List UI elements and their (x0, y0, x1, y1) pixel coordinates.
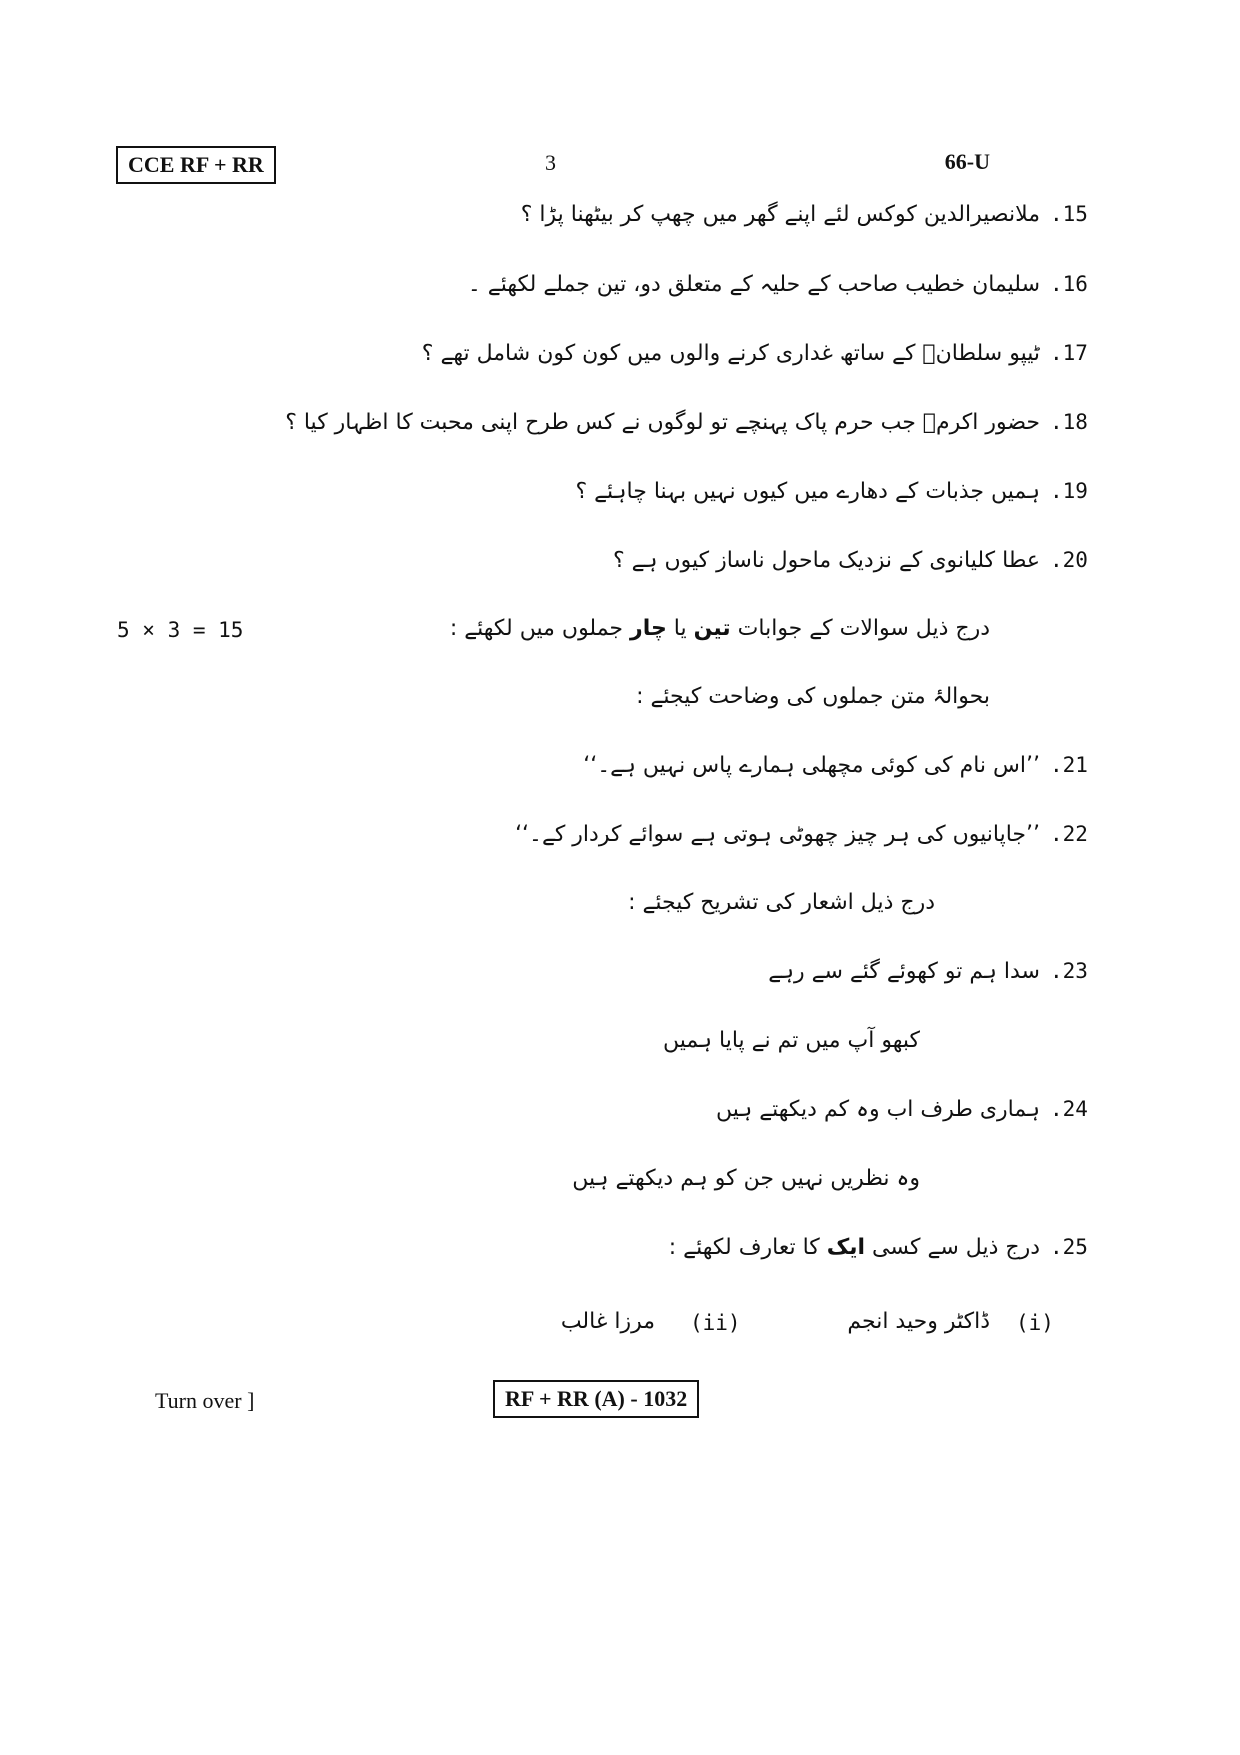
footer-code: RF + RR (A) - 1032 (505, 1386, 688, 1411)
verse-instruction: درج ذیل اشعار کی تشریح کیجئے : (628, 890, 935, 915)
question-text: سلیمان خطیب صاحب کے حلیہ کے متعلق دو، تین جملے لکھئے ۔ (467, 272, 1040, 297)
instruction-part: درج ذیل سوالات کے جوابات (730, 616, 990, 641)
question-number: .20 (1050, 548, 1088, 572)
option-label-ii: (ii) (690, 1311, 741, 1335)
section-marks: 5 × 3 = 15 (117, 618, 244, 642)
question-number: .18 (1050, 410, 1088, 434)
question-number: .19 (1050, 479, 1088, 503)
verse-line-1: ہماری طرف اب وہ کم دیکھتے ہیں (715, 1097, 1040, 1122)
instruction-bold-teen: تین (693, 616, 731, 641)
question-text: حضور اکرمؐ جب حرم پاک پہنچے تو لوگوں نے کس طرح اپنی محبت کا اظہار کیا ؟ (285, 410, 1040, 435)
instruction-bold-char: چار (630, 616, 667, 641)
question-number: .15 (1050, 202, 1088, 226)
q25-part: درج ذیل سے کسی (865, 1235, 1040, 1260)
question-text: ہمیں جذبات کے دھارے میں کیوں نہیں بہنا چاہئے ؟ (575, 479, 1040, 504)
question-25 (0, 1235, 1110, 1269)
instruction-part: جملوں میں لکھئے : (449, 616, 631, 641)
question-number: .23 (1050, 959, 1088, 983)
header-left-box: CCE RF + RR (128, 152, 264, 177)
question-number: .24 (1050, 1097, 1088, 1121)
question-22 (0, 822, 1110, 856)
section-instruction (450, 616, 990, 641)
verse-line-1: سدا ہم تو کھوئے گئے سے رہے (768, 959, 1040, 984)
question-text: ٹیپو سلطانؒ کے ساتھ غداری کرنے والوں میں کون کون شامل تھے ؟ (421, 341, 1040, 366)
header-box (116, 146, 276, 184)
verse-line-2: وہ نظریں نہیں جن کو ہم دیکھتے ہیں (572, 1166, 920, 1191)
question-number: .16 (1050, 272, 1088, 296)
question-text: ملانصیرالدین کوکس لئے اپنے گھر میں چھپ کر بیٹھنا پڑا ؟ (520, 202, 1040, 227)
option-text-ii: مرزا غالب (560, 1309, 655, 1334)
option-text-i: ڈاکٹر وحید انجم (847, 1309, 990, 1334)
question-17 (0, 341, 1110, 375)
question-16 (0, 272, 1110, 306)
option-label-i: (i) (1016, 1311, 1054, 1335)
q25-bold: ایک (826, 1235, 866, 1260)
paper-code: 66-U (944, 149, 990, 174)
question-18 (0, 410, 1110, 444)
instruction-part: یا (666, 616, 694, 641)
question-19 (0, 479, 1110, 513)
question-number: .17 (1050, 341, 1088, 365)
verse-line-2: کبھو آپ میں تم نے پایا ہمیں (663, 1028, 920, 1053)
question-21 (0, 753, 1110, 787)
question-text: عطا کلیانوی کے نزدیک ماحول ناساز کیوں ہے ؟ (613, 548, 1040, 573)
question-number: .21 (1050, 753, 1088, 777)
q25-part: کا تعارف لکھئے : (668, 1235, 827, 1260)
question-23 (0, 959, 1110, 993)
turn-over: Turn over ] (155, 1388, 255, 1413)
sub-instruction: بحوالۂ متن جملوں کی وضاحت کیجئے : (636, 684, 990, 709)
question-number: .22 (1050, 822, 1088, 846)
question-text: ’’اس نام کی کوئی مچھلی ہمارے پاس نہیں ہے۔‘‘ (583, 753, 1040, 778)
question-20 (0, 548, 1110, 582)
question-text: ’’جاپانیوں کی ہر چیز چھوٹی ہوتی ہے سوائے کردار کے۔‘‘ (515, 822, 1040, 847)
footer-code-box (493, 1380, 699, 1418)
question-number: .25 (1050, 1235, 1088, 1259)
question-text (669, 1235, 1040, 1260)
page-number: 3 (545, 150, 556, 175)
question-24 (0, 1097, 1110, 1131)
question-15 (0, 202, 1110, 236)
